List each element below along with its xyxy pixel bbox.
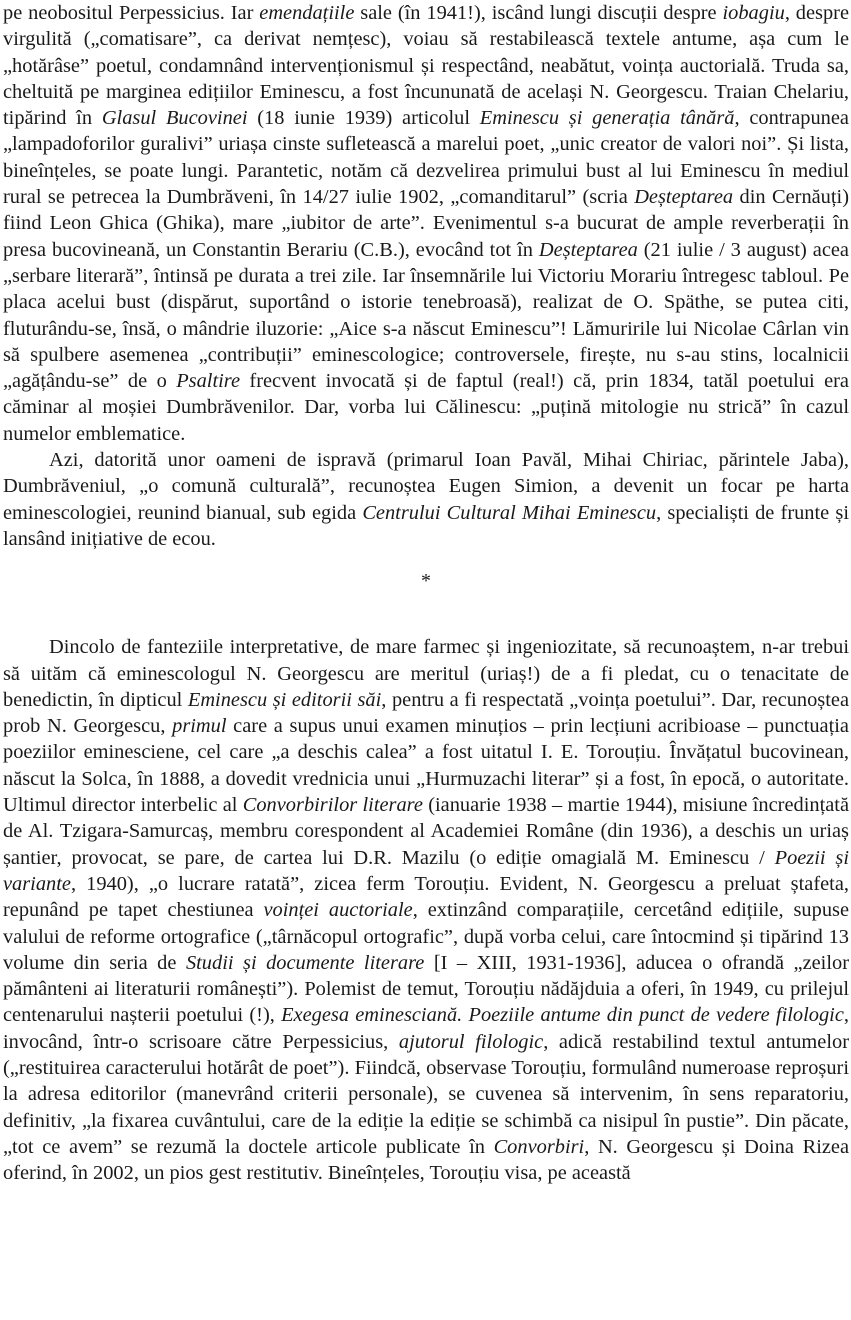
paragraph-dumbraveni (3, 447, 849, 552)
paragraph-text: (21 iulie / 3 august) acea „serbare literară”, întinsă pe durata a trei zile. Iar însemnările lui Victoriu Morariu întregesc tabloul. Pe placa acelui bust (dispărut, suportând o istorie tenebroasă), realizat de O. Späthe, se putea citi, fluturându-se, însă, o mândrie iluzorie: „Aice s-a născut Eminescu”! Lămuririle lui Nicolae Cârlan vin să spulbere asemenea „contribuții” eminescologice; controversele, firește, nu s-au stins, localnicii „agățându-se” de o (3, 238, 849, 393)
italic-title: Deșteptarea (634, 186, 734, 209)
section-separator: * (421, 570, 431, 593)
italic-title: Deșteptarea (538, 238, 638, 261)
paragraph-text: frecvent invocată și de faptul (real!) că, prin 1834, tatăl poetului era căminar al moșiei Dumbrăvenilor. Dar, vorba lui Călinescu: „puțină mitologie nu strică” în cazul numelor emblematice. (3, 370, 849, 445)
paragraph-georgescu (3, 634, 849, 1186)
paragraph-text: , contrapunea „lampadoforilor guralivi” uriașa cinste sufletească a marelui poet, „unic creator de valori noi”. Și lista, bineînțeles, se poate lungi. Parantetic, notăm că dezvelirea primului bust al lui Eminescu în mediul rural se petrecea la Dumbrăveni, în 14/27 iulie 1902, „comanditarul” (scria (3, 107, 849, 209)
paragraph-text: sale (în 1941!), iscând lungi discuții despre (354, 2, 723, 24)
document-page (3, 0, 849, 1186)
paragraph-text: , N. Georgescu și Doina Rizea oferind, în 2002, un pios gest restitutiv. Bineînțeles, Torouțiu visa, pe această (3, 1135, 850, 1185)
spacer (3, 594, 849, 634)
italic-title: Poezii și variante (3, 846, 849, 895)
italic-title: Convorbiri (493, 1135, 585, 1158)
paragraph-text: , specialiști de frunte și lansând inițiative de ecou. (3, 501, 849, 550)
italic-title: Convorbirilor literare (242, 794, 423, 817)
paragraph-text: pe neobositul Perpessicius. Iar (3, 2, 260, 24)
paragraph-continuation (3, 0, 849, 447)
paragraph-text: (18 iunie 1939) articolul (247, 107, 480, 130)
italic-title: Exegesa eminesciană. Poeziile antume din punct de vedere filologic (281, 1004, 844, 1027)
italic-title: Eminescu și editorii săi (187, 688, 382, 711)
italic-term: ajutorul filologic (398, 1030, 544, 1053)
italic-term: emendațiile (259, 2, 355, 24)
paragraph-text: care a supus unui examen minuțios – prin lecțiuni acribioase – punctuația poeziilor eminesciene, cel care „a deschis calea” a fost uitatul I. E. Torouțiu. Învățatul bucovinean, născut la Solca, în 1888, a dovedit vrednicia unui „Hurmuzachi literar” și a fost, în epocă, o autoritate. Ultimul director interbelic al (3, 715, 849, 817)
italic-title: Psaltire (176, 370, 240, 393)
italic-title: Centrului Cultural Mihai Eminescu (362, 501, 657, 524)
paragraph-text: , despre virgulită („comatisare”, ca derivat nemțesc), voiau să restabilească textele antume, așa cum le „hotărâse” poetul, condamnând intervenționismul și respectând, neabătut, voința auctorială. Truda sa, cheltuită pe marginea edițiilor Eminescu, a fost încununată de același N. Georgescu. Traian Chelariu, tipărind în (3, 2, 850, 130)
paragraph-text: , adică restabilind textul antumelor („restituirea caracterului hotărât de poet”). Fiindcă, observase Torouțiu, formulând numeroase reproșuri la adresa editorilor (manevrând criterii personale), se cuvenea să intervenim, în sens reparatoriu, definitiv, „la fixarea cuvântului, care de la ediție la ediție se schimbă ca nisipul în pustie”. Din păcate, „tot ce avem” se rezumă la doctele articole publicate în (3, 1030, 849, 1158)
italic-term: voinței auctoriale (263, 899, 413, 922)
paragraph-text: , 1940), „o lucrare ratată”, zicea ferm Torouțiu. Evident, N. Georgescu a preluat ștafeta, repunând pe tapet chestiunea (3, 872, 849, 922)
paragraph-text: , extinzând comparațiile, cercetând edițiile, supuse valului de reforme ortografice („târnăcopul ortografic”, după vorba celui, care întocmind și tipărind 13 volume din seria de (3, 899, 850, 974)
paragraph-text: [I – XIII, 1931-1936], aducea o ofrandă „zeilor pământeni ai literaturii românești”). Polemist de temut, Torouțiu nădăjduia a oferi, în 1949, cu prilejul centenarului nașterii poetului (!), (3, 951, 849, 1027)
paragraph-text: , invocând, într-o scrisoare către Perpessicius, (3, 1004, 849, 1053)
paragraph-text: din Cernăuți) fiind Leon Ghica (Ghika), mare „iubitor de arte”. Evenimentul s-a bucurat de ample reverberații în presa bucovineană, un Constantin Berariu (C.B.), evocând tot în (3, 186, 850, 261)
italic-title: Eminescu și generația tânără (479, 107, 735, 130)
paragraph-text: Azi, datorită unor oameni de ispravă (primarul Ioan Pavăl, Mihai Chiriac, părintele Jaba), Dumbrăveniul, „o comună culturală”, recunoștea Eugen Simion, a devenit un focar pe harta eminescologiei, reunind bianual, sub egida (3, 449, 849, 524)
italic-term: iobagiu (722, 2, 785, 24)
spacer (3, 552, 849, 568)
paragraph-text: Dincolo de fanteziile interpretative, de mare farmec și ingeniozitate, să recunoaștem, n-ar trebui să uităm că eminescologul N. Georgescu are meritul (uriaș!) de a fi pledat, cu o tenacitate de benedictin, în dipticul (3, 636, 849, 711)
paragraph-text: (ianuarie 1938 – martie 1944), misiune încredințată de Al. Tzigara-Samurcaș, membru corespondent al Academiei Române (din 1936), a deschis un uriaș șantier, provocat, se pare, de cartea lui D.R. Mazilu (o ediție omagială M. Eminescu / (3, 794, 849, 869)
italic-title: Studii și documente literare (185, 951, 425, 974)
italic-title: Glasul Bucovinei (101, 107, 248, 130)
italic-term: primul (172, 715, 227, 738)
paragraph-text: , pentru a fi respectată „voința poetului”. Dar, recunoștea prob N. Georgescu, (3, 688, 850, 738)
